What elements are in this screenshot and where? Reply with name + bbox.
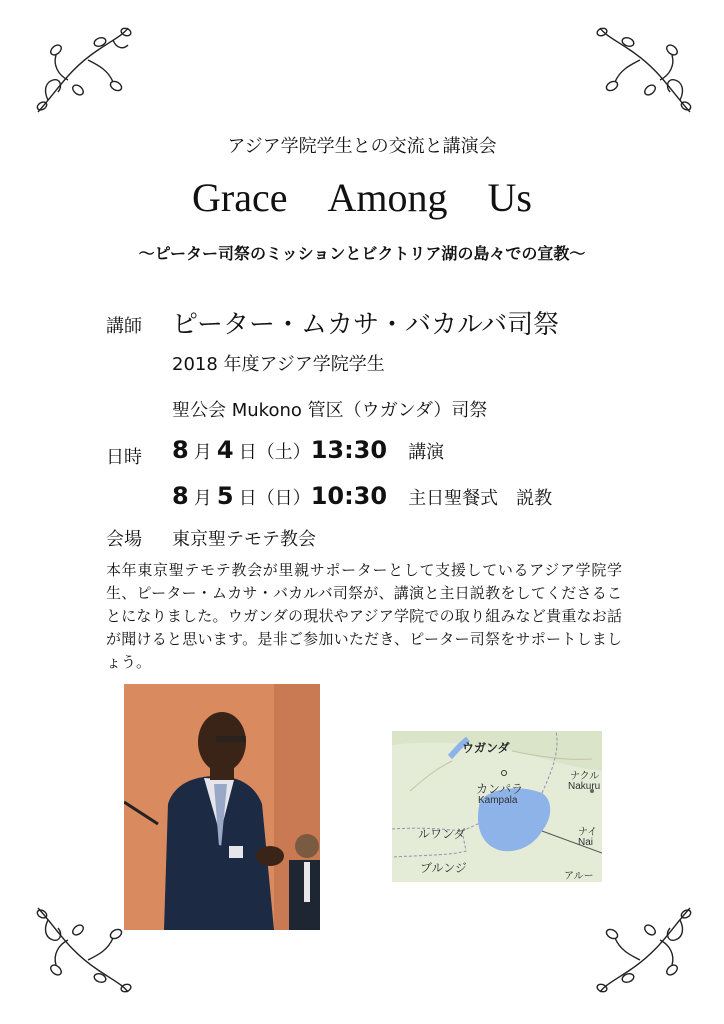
day2-event: 主日聖餐式 説教 bbox=[408, 488, 553, 509]
speaker-affiliation: 2018 年度アジア学院学生 bbox=[172, 354, 385, 375]
day1-day: 4 bbox=[216, 436, 234, 464]
day2-day-unit: 日 bbox=[238, 488, 257, 509]
title-word-3: Us bbox=[487, 175, 532, 220]
day1-month-unit: 月 bbox=[193, 442, 212, 463]
speaker-photo-illustration bbox=[124, 684, 320, 930]
schedule-label: 日時 bbox=[106, 447, 142, 468]
event-type: アジア学院学生との交流と講演会 bbox=[227, 136, 497, 157]
day2-month-unit: 月 bbox=[193, 488, 212, 509]
day1-month: 8 bbox=[172, 436, 189, 464]
map-label-capital-jp: カンパラ bbox=[476, 782, 524, 796]
day1-day-unit: 日 bbox=[238, 442, 257, 463]
speaker-name: ピーター・ムカサ・バカルバ司祭 bbox=[172, 310, 560, 340]
corner-flourish-bottom-right bbox=[590, 900, 700, 1000]
map-label-nakuru-jp: ナクル bbox=[570, 771, 600, 782]
speaker-label: 講師 bbox=[106, 316, 142, 337]
page-title bbox=[0, 174, 724, 221]
schedule-day1 bbox=[172, 436, 444, 464]
venue-label: 会場 bbox=[106, 529, 142, 550]
day2-weekday: （日） bbox=[256, 488, 311, 509]
day1-event: 講演 bbox=[408, 442, 445, 463]
title-word-1: Grace bbox=[192, 175, 288, 220]
speaker-diocese: 聖公会 Mukono 管区（ウガンダ）司祭 bbox=[172, 400, 488, 421]
speaker-photo bbox=[124, 684, 320, 930]
corner-flourish-top-left bbox=[28, 20, 138, 120]
map-label-uganda: ウガンダ bbox=[462, 741, 510, 755]
day2-time: 10:30 bbox=[310, 482, 388, 510]
description: 本年東京聖テモテ教会が里親サポーターとして支援しているアジア学院学生、ピーター・ムカサ・バカルバ司祭が、講演と主日説教をしてくださることになりました。ウガンダの現状やアジア学院での取り組みなど貴重なお話が聞けると思います。是非ご参加いただき、ピーター司祭をサポートしましょう。 bbox=[106, 563, 622, 671]
day2-month: 8 bbox=[172, 482, 189, 510]
corner-flourish-bottom-left bbox=[28, 900, 138, 1000]
day1-time: 13:30 bbox=[310, 436, 388, 464]
title-word-2: Among bbox=[327, 175, 448, 220]
map-label-burundi: ブルンジ bbox=[420, 861, 467, 875]
day1-weekday: （土） bbox=[256, 442, 311, 463]
map-label-nakuru-en: Nakuru bbox=[568, 781, 601, 792]
map-label-nairobi-jp: ナイ bbox=[578, 827, 598, 838]
uganda-map bbox=[392, 731, 602, 882]
day2-day: 5 bbox=[216, 482, 234, 510]
map-label-nairobi-en: Nai bbox=[578, 837, 594, 848]
map-label-arusha: アルー bbox=[564, 871, 594, 882]
map-label-capital-en: Kampala bbox=[478, 795, 518, 806]
venue-name: 東京聖テモテ教会 bbox=[172, 529, 316, 550]
schedule-day2 bbox=[172, 482, 552, 510]
subtitle: 〜ピーター司祭のミッションとビクトリア湖の島々での宣教〜 bbox=[138, 244, 586, 263]
corner-flourish-top-right bbox=[590, 20, 700, 120]
map-label-rwanda: ルワンダ bbox=[418, 827, 466, 841]
